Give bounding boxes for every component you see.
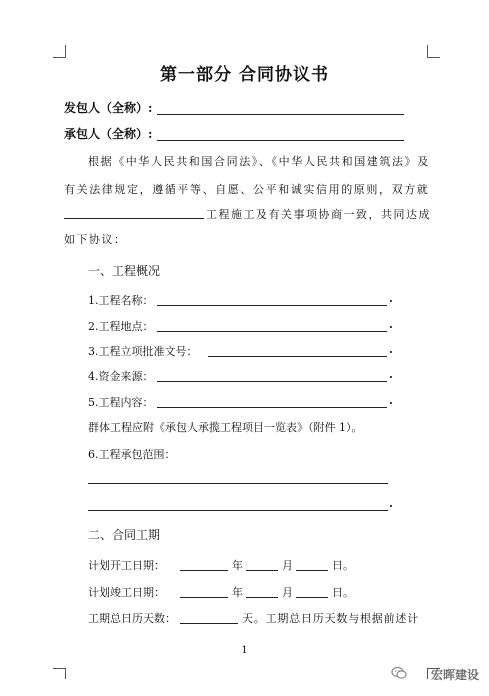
project-name-field xyxy=(157,305,387,306)
start-month-field xyxy=(246,570,278,571)
project-name-blank xyxy=(64,218,204,219)
paragraph-line: 有关法律规定，遵循平等、自愿、公平和诚实信用的原则，双方就 xyxy=(64,183,430,196)
project-location-label: 2.工程地点： xyxy=(88,320,154,333)
total-days-label: 工期总日历天数： xyxy=(88,612,176,625)
employer-label: 发包人（全称）: xyxy=(64,101,153,115)
contract-scope-label: 6.工程承包范围： xyxy=(88,448,176,461)
year-label: 年 xyxy=(232,586,243,599)
end-year-field xyxy=(180,597,228,598)
contract-scope-line xyxy=(88,483,388,484)
day-label: 日。 xyxy=(332,586,354,599)
project-content-label: 5.工程内容： xyxy=(88,396,154,409)
approval-number-label: 3.工程立项批准文号： xyxy=(88,345,198,358)
funding-source-label: 4.资金来源： xyxy=(88,370,154,383)
total-days-field xyxy=(180,623,238,624)
project-location-field xyxy=(157,331,387,332)
day-label: 日。 xyxy=(332,559,354,572)
group-project-note: 群体工程应附《承包人承揽工程项目一览表》（附件 1）。 xyxy=(88,421,363,434)
project-content-field xyxy=(157,407,387,408)
month-label: 月 xyxy=(282,586,293,599)
start-day-field xyxy=(296,570,328,571)
page-corner-mark xyxy=(53,45,66,58)
approval-number-field xyxy=(208,356,387,357)
document-title: 第一部分 合同协议书 xyxy=(160,65,329,85)
period-mark: . xyxy=(389,497,393,510)
paragraph-line: 如下协议： xyxy=(64,233,127,246)
period-mark: . xyxy=(389,318,393,331)
contract-scope-line xyxy=(88,510,388,511)
end-day-field xyxy=(296,597,328,598)
period-mark: . xyxy=(389,394,393,407)
paragraph-line: 根据《中华人民共和国合同法》、《中华人民共和国建筑法》及 xyxy=(88,155,430,168)
wechat-icon xyxy=(391,666,407,680)
period-mark: . xyxy=(389,368,393,381)
year-label: 年 xyxy=(232,559,243,572)
period-mark: . xyxy=(389,343,393,356)
section-heading: 二、合同工期 xyxy=(88,528,161,542)
section-heading: 一、工程概况 xyxy=(88,264,161,278)
page-corner-mark xyxy=(427,45,440,58)
employer-blank xyxy=(157,114,404,115)
project-name-label: 1.工程名称： xyxy=(88,294,154,307)
end-month-field xyxy=(246,597,278,598)
paragraph-line: 工程施工及有关事项协商一致，共同达成 xyxy=(206,208,431,221)
total-days-text: 天。工期总日历天数与根据前述计 xyxy=(242,612,419,625)
page-corner-mark xyxy=(53,668,66,679)
watermark-text: 宏晖建设 xyxy=(430,668,479,682)
planned-start-label: 计划开工日期： xyxy=(88,559,165,572)
contractor-blank xyxy=(157,140,404,141)
page-number: 1 xyxy=(241,645,248,656)
period-mark: . xyxy=(389,292,393,305)
month-label: 月 xyxy=(282,559,293,572)
planned-end-label: 计划竣工日期： xyxy=(88,586,165,599)
contractor-label: 承包人（全称）: xyxy=(64,127,153,141)
start-year-field xyxy=(180,570,228,571)
funding-source-field xyxy=(157,381,387,382)
